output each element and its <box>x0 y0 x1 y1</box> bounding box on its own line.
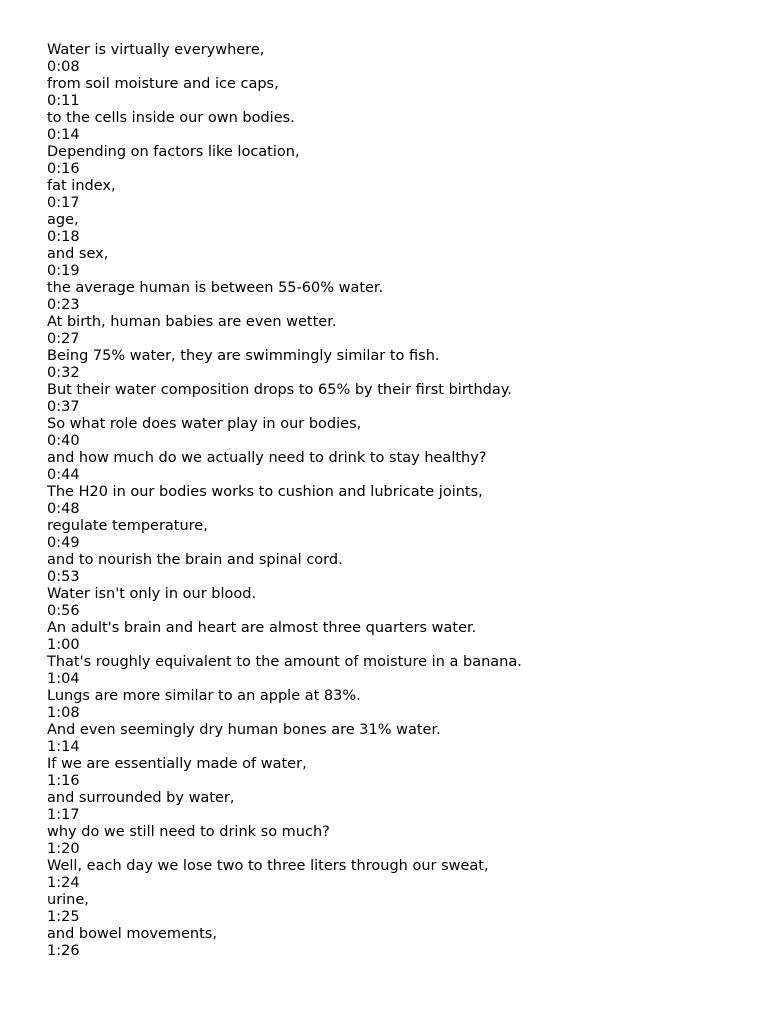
timestamp: 0:48 <box>47 501 80 517</box>
timestamp: 1:08 <box>47 705 80 721</box>
timestamp: 0:37 <box>47 399 80 415</box>
transcript-line: Well, each day we lose two to three liters through our sweat, <box>47 858 489 874</box>
timestamp: 1:16 <box>47 773 80 789</box>
transcript-line: Depending on factors like location, <box>47 144 300 160</box>
transcript-line: Lungs are more similar to an apple at 83%. <box>47 688 361 704</box>
transcript-line: and to nourish the brain and spinal cord. <box>47 552 343 568</box>
transcript-line: to the cells inside our own bodies. <box>47 110 295 126</box>
timestamp: 1:14 <box>47 739 80 755</box>
timestamp: 0:49 <box>47 535 80 551</box>
transcript-line: and how much do we actually need to drink to stay healthy? <box>47 450 487 466</box>
transcript-line: fat index, <box>47 178 116 194</box>
transcript-line: regulate temperature, <box>47 518 208 534</box>
timestamp: 0:53 <box>47 569 80 585</box>
transcript-line: An adult's brain and heart are almost three quarters water. <box>47 620 477 636</box>
timestamp: 0:27 <box>47 331 80 347</box>
transcript-line: from soil moisture and ice caps, <box>47 76 279 92</box>
transcript-line: and surrounded by water, <box>47 790 235 806</box>
timestamp: 0:16 <box>47 161 80 177</box>
timestamp: 1:20 <box>47 841 80 857</box>
transcript-line: Being 75% water, they are swimmingly similar to fish. <box>47 348 440 364</box>
timestamp: 0:19 <box>47 263 80 279</box>
transcript-line: and sex, <box>47 246 109 262</box>
transcript-line: If we are essentially made of water, <box>47 756 307 772</box>
transcript-line: and bowel movements, <box>47 926 217 942</box>
transcript-page <box>47 42 747 960</box>
transcript-line: age, <box>47 212 79 228</box>
timestamp: 0:17 <box>47 195 80 211</box>
transcript-line: Water is virtually everywhere, <box>47 42 265 58</box>
timestamp: 1:26 <box>47 943 80 959</box>
timestamp: 0:18 <box>47 229 80 245</box>
timestamp: 1:04 <box>47 671 80 687</box>
timestamp: 0:44 <box>47 467 80 483</box>
transcript-line: Water isn't only in our blood. <box>47 586 257 602</box>
timestamp: 1:00 <box>47 637 80 653</box>
transcript-line: urine, <box>47 892 89 908</box>
transcript-line: the average human is between 55-60% water. <box>47 280 384 296</box>
timestamp: 0:32 <box>47 365 80 381</box>
transcript-line: But their water composition drops to 65% by their first birthday. <box>47 382 512 398</box>
timestamp: 0:23 <box>47 297 80 313</box>
timestamp: 0:40 <box>47 433 80 449</box>
timestamp: 1:24 <box>47 875 80 891</box>
transcript-line: And even seemingly dry human bones are 31% water. <box>47 722 441 738</box>
timestamp: 0:14 <box>47 127 80 143</box>
transcript-line: The H20 in our bodies works to cushion and lubricate joints, <box>47 484 483 500</box>
timestamp: 1:25 <box>47 909 80 925</box>
timestamp: 0:11 <box>47 93 80 109</box>
timestamp: 0:08 <box>47 59 80 75</box>
transcript-line: So what role does water play in our bodies, <box>47 416 362 432</box>
transcript-line: At birth, human babies are even wetter. <box>47 314 337 330</box>
timestamp: 1:17 <box>47 807 80 823</box>
timestamp: 0:56 <box>47 603 80 619</box>
transcript-line: why do we still need to drink so much? <box>47 824 330 840</box>
transcript-line: That's roughly equivalent to the amount of moisture in a banana. <box>47 654 522 670</box>
